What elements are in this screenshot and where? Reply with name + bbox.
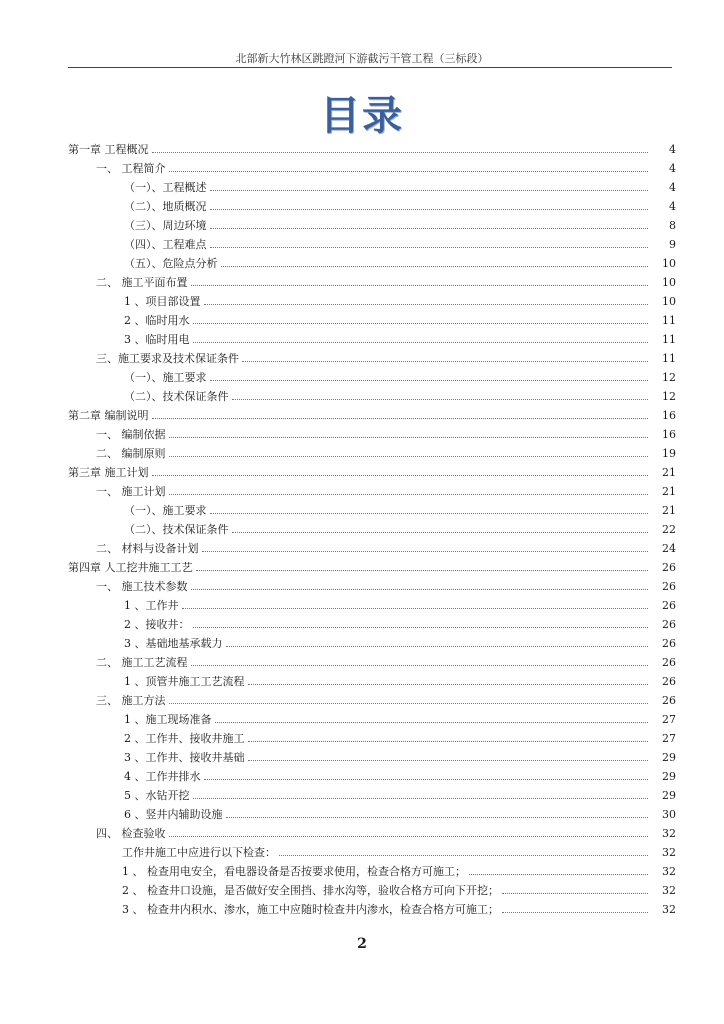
toc-entry[interactable] bbox=[68, 235, 676, 254]
toc-entry-label: 3 、基础地基承载力 bbox=[124, 637, 223, 650]
toc-dot-leader bbox=[248, 760, 649, 761]
toc-entry-page: 29 bbox=[662, 751, 676, 764]
toc-dot-leader bbox=[204, 304, 649, 305]
toc-entry[interactable] bbox=[68, 843, 676, 862]
toc-entry-label: 1 、工作井 bbox=[124, 599, 179, 612]
toc-dot-leader bbox=[502, 893, 648, 894]
toc-entry-label: 1 、项目部设置 bbox=[124, 295, 201, 308]
toc-entry[interactable] bbox=[68, 330, 676, 349]
toc-entry-label: （二）、地质概况 bbox=[124, 200, 207, 213]
toc-entry-label: （五）、危险点分析 bbox=[124, 257, 218, 270]
toc-entry-page: 26 bbox=[662, 561, 676, 574]
toc-dot-leader bbox=[232, 532, 649, 533]
toc-dot-leader bbox=[169, 456, 649, 457]
toc-dot-leader bbox=[169, 494, 649, 495]
toc-entry-label: 5 、水钻开挖 bbox=[124, 789, 190, 802]
toc-dot-leader bbox=[226, 817, 649, 818]
toc-entry[interactable] bbox=[68, 539, 676, 558]
toc-entry[interactable] bbox=[68, 387, 676, 406]
toc-entry-label: 二、 施工工艺流程 bbox=[96, 656, 188, 669]
toc-entry[interactable] bbox=[68, 710, 676, 729]
toc-entry[interactable] bbox=[68, 140, 676, 159]
toc-entry-label: 4 、工作井排水 bbox=[124, 770, 201, 783]
toc-entry-label: 三、 施工方法 bbox=[96, 694, 166, 707]
toc-dot-leader bbox=[210, 190, 649, 191]
page-number: 2 bbox=[357, 936, 367, 952]
toc-dot-leader bbox=[169, 171, 649, 172]
toc-dot-leader bbox=[193, 798, 649, 799]
toc-entry-label: 2 、临时用水 bbox=[124, 314, 190, 327]
toc-dot-leader bbox=[152, 418, 649, 419]
toc-dot-leader bbox=[191, 665, 649, 666]
toc-entry[interactable] bbox=[68, 786, 676, 805]
toc-entry-page: 29 bbox=[662, 789, 676, 802]
toc-entry-page: 11 bbox=[662, 352, 676, 365]
toc-dot-leader bbox=[210, 513, 649, 514]
toc-entry[interactable] bbox=[68, 406, 676, 425]
toc-entry-page: 19 bbox=[662, 447, 676, 460]
toc-dot-leader bbox=[279, 855, 648, 856]
toc-dot-leader bbox=[210, 209, 649, 210]
toc-entry[interactable] bbox=[68, 197, 676, 216]
toc-entry-page: 11 bbox=[662, 314, 676, 327]
toc-entry-page: 26 bbox=[662, 656, 676, 669]
toc-entry-label: 一、 施工技术参数 bbox=[96, 580, 188, 593]
toc-entry[interactable] bbox=[68, 444, 676, 463]
toc-entry-label: 第二章 编制说明 bbox=[68, 409, 149, 422]
toc-entry-page: 32 bbox=[662, 827, 676, 840]
toc-entry[interactable] bbox=[68, 577, 676, 596]
toc-dot-leader bbox=[169, 437, 649, 438]
toc-entry-page: 26 bbox=[662, 675, 676, 688]
toc-entry-page: 26 bbox=[662, 580, 676, 593]
toc-entry[interactable] bbox=[68, 254, 676, 273]
toc-entry-label: 第四章 人工挖井施工工艺 bbox=[68, 561, 193, 574]
toc-dot-leader bbox=[248, 684, 649, 685]
toc-entry-label: 四、 检查验收 bbox=[96, 827, 166, 840]
toc-entry-label: 二、 材料与设备计划 bbox=[96, 542, 199, 555]
toc-entry[interactable] bbox=[68, 767, 676, 786]
toc-entry[interactable] bbox=[68, 691, 676, 710]
toc-dot-leader bbox=[210, 228, 649, 229]
toc-entry-page: 21 bbox=[662, 466, 676, 479]
toc-entry-page: 12 bbox=[662, 390, 676, 403]
toc-entry[interactable] bbox=[68, 634, 676, 653]
toc-dot-leader bbox=[182, 608, 649, 609]
toc-dot-leader bbox=[226, 646, 649, 647]
toc-entry-page: 32 bbox=[662, 865, 676, 878]
toc-entry-label: 工作井施工中应进行以下检查： bbox=[122, 846, 276, 859]
toc-entry-label: 2 、 检查井口设施，是否做好安全围挡、排水沟等，验收合格方可向下开挖； bbox=[122, 884, 499, 897]
toc-entry-label: 1 、 检查用电安全，看电器设备是否按要求使用，检查合格方可施工； bbox=[122, 865, 466, 878]
toc-entry-page: 26 bbox=[662, 599, 676, 612]
toc-entry-page: 10 bbox=[662, 295, 676, 308]
toc-entry-page: 26 bbox=[662, 618, 676, 631]
toc-entry-label: 1 、施工现场准备 bbox=[124, 713, 212, 726]
toc-dot-leader bbox=[210, 247, 649, 248]
toc-dot-leader bbox=[152, 152, 649, 153]
toc-dot-leader bbox=[191, 285, 649, 286]
toc-entry[interactable] bbox=[68, 159, 676, 178]
toc-entry[interactable] bbox=[68, 216, 676, 235]
toc-dot-leader bbox=[469, 874, 648, 875]
toc-entry-label: 3 、临时用电 bbox=[124, 333, 190, 346]
toc-dot-leader bbox=[169, 703, 649, 704]
toc-dot-leader bbox=[193, 342, 649, 343]
toc-entry-page: 16 bbox=[662, 409, 676, 422]
toc-entry-label: 三、施工要求及技术保证条件 bbox=[96, 352, 239, 365]
toc-dot-leader bbox=[169, 836, 649, 837]
toc-entry-page: 32 bbox=[662, 884, 676, 897]
toc-entry-page: 26 bbox=[662, 694, 676, 707]
toc-entry-label: 2 、工作井、接收井施工 bbox=[124, 732, 245, 745]
toc-entry[interactable] bbox=[68, 900, 676, 919]
toc-entry[interactable] bbox=[68, 520, 676, 539]
toc-entry-label: 3 、工作井、接收井基础 bbox=[124, 751, 245, 764]
page-title: 目录 bbox=[320, 93, 404, 139]
toc-entry-page: 11 bbox=[662, 333, 676, 346]
toc-entry[interactable] bbox=[68, 672, 676, 691]
toc-entry[interactable] bbox=[68, 805, 676, 824]
table-of-contents bbox=[68, 140, 676, 919]
toc-entry-page: 21 bbox=[662, 485, 676, 498]
toc-entry-page: 4 bbox=[669, 181, 676, 194]
toc-entry-label: 二、 施工平面布置 bbox=[96, 276, 188, 289]
toc-dot-leader bbox=[248, 741, 649, 742]
toc-entry-page: 4 bbox=[669, 200, 676, 213]
toc-entry-page: 9 bbox=[669, 238, 676, 251]
toc-entry-page: 27 bbox=[662, 732, 676, 745]
toc-entry-page: 21 bbox=[662, 504, 676, 517]
toc-entry-page: 26 bbox=[662, 637, 676, 650]
toc-entry[interactable] bbox=[68, 824, 676, 843]
toc-entry[interactable] bbox=[68, 482, 676, 501]
toc-entry-label: 一、 工程简介 bbox=[96, 162, 166, 175]
toc-dot-leader bbox=[191, 589, 649, 590]
toc-entry[interactable] bbox=[68, 558, 676, 577]
toc-entry[interactable] bbox=[68, 292, 676, 311]
toc-dot-leader bbox=[242, 361, 648, 362]
toc-entry-page: 16 bbox=[662, 428, 676, 441]
toc-dot-leader bbox=[193, 323, 649, 324]
toc-entry-page: 4 bbox=[669, 162, 676, 175]
toc-entry-page: 30 bbox=[662, 808, 676, 821]
toc-dot-leader bbox=[196, 570, 649, 571]
toc-dot-leader bbox=[232, 399, 649, 400]
toc-entry-page: 27 bbox=[662, 713, 676, 726]
toc-dot-leader bbox=[202, 551, 649, 552]
toc-entry-label: 第一章 工程概况 bbox=[68, 143, 149, 156]
toc-entry[interactable] bbox=[68, 748, 676, 767]
toc-entry-page: 29 bbox=[662, 770, 676, 783]
toc-entry-page: 32 bbox=[662, 903, 676, 916]
toc-entry-label: 2 、接收井： bbox=[124, 618, 190, 631]
toc-entry-label: （四）、工程难点 bbox=[124, 238, 207, 251]
toc-entry[interactable] bbox=[68, 273, 676, 292]
header-divider bbox=[68, 67, 672, 68]
toc-entry-label: （二）、技术保证条件 bbox=[124, 390, 229, 403]
toc-entry-label: 6 、竖井内辅助设施 bbox=[124, 808, 223, 821]
toc-entry-page: 8 bbox=[669, 219, 676, 232]
toc-entry-label: （三）、周边环境 bbox=[124, 219, 207, 232]
toc-entry[interactable] bbox=[68, 501, 676, 520]
toc-entry[interactable] bbox=[68, 425, 676, 444]
toc-dot-leader bbox=[210, 380, 649, 381]
toc-entry-page: 10 bbox=[662, 276, 676, 289]
toc-entry-page: 32 bbox=[662, 846, 676, 859]
toc-entry-label: （一）、施工要求 bbox=[124, 504, 207, 517]
toc-entry[interactable] bbox=[68, 615, 676, 634]
toc-entry[interactable] bbox=[68, 349, 676, 368]
toc-entry-page: 24 bbox=[662, 542, 676, 555]
toc-dot-leader bbox=[215, 722, 649, 723]
toc-entry-label: 3 、 检查井内积水、渗水，施工中应随时检查井内渗水，检查合格方可施工； bbox=[122, 903, 499, 916]
toc-entry[interactable] bbox=[68, 463, 676, 482]
toc-entry[interactable] bbox=[68, 729, 676, 748]
toc-entry-label: （一）、施工要求 bbox=[124, 371, 207, 384]
toc-dot-leader bbox=[221, 266, 649, 267]
toc-dot-leader bbox=[204, 779, 649, 780]
toc-entry[interactable] bbox=[68, 881, 676, 900]
toc-entry-page: 22 bbox=[662, 523, 676, 536]
toc-entry-label: 二、 编制原则 bbox=[96, 447, 166, 460]
toc-entry[interactable] bbox=[68, 368, 676, 387]
toc-entry-label: （一）、工程概述 bbox=[124, 181, 207, 194]
toc-entry[interactable] bbox=[68, 178, 676, 197]
toc-entry-page: 12 bbox=[662, 371, 676, 384]
toc-entry-label: 第三章 施工计划 bbox=[68, 466, 149, 479]
toc-dot-leader bbox=[502, 912, 648, 913]
toc-entry[interactable] bbox=[68, 653, 676, 672]
toc-entry-label: 1 、顶管井施工工艺流程 bbox=[124, 675, 245, 688]
toc-entry-label: （二）、技术保证条件 bbox=[124, 523, 229, 536]
toc-entry-page: 4 bbox=[669, 143, 676, 156]
running-header: 北部新大竹林区跳蹬河下游截污干管工程（三标段） bbox=[235, 52, 489, 65]
toc-dot-leader bbox=[193, 627, 649, 628]
toc-entry-label: 一、 施工计划 bbox=[96, 485, 166, 498]
toc-entry-label: 一、 编制依据 bbox=[96, 428, 166, 441]
toc-entry[interactable] bbox=[68, 311, 676, 330]
toc-entry-page: 10 bbox=[662, 257, 676, 270]
toc-entry[interactable] bbox=[68, 862, 676, 881]
toc-dot-leader bbox=[152, 475, 649, 476]
toc-entry[interactable] bbox=[68, 596, 676, 615]
